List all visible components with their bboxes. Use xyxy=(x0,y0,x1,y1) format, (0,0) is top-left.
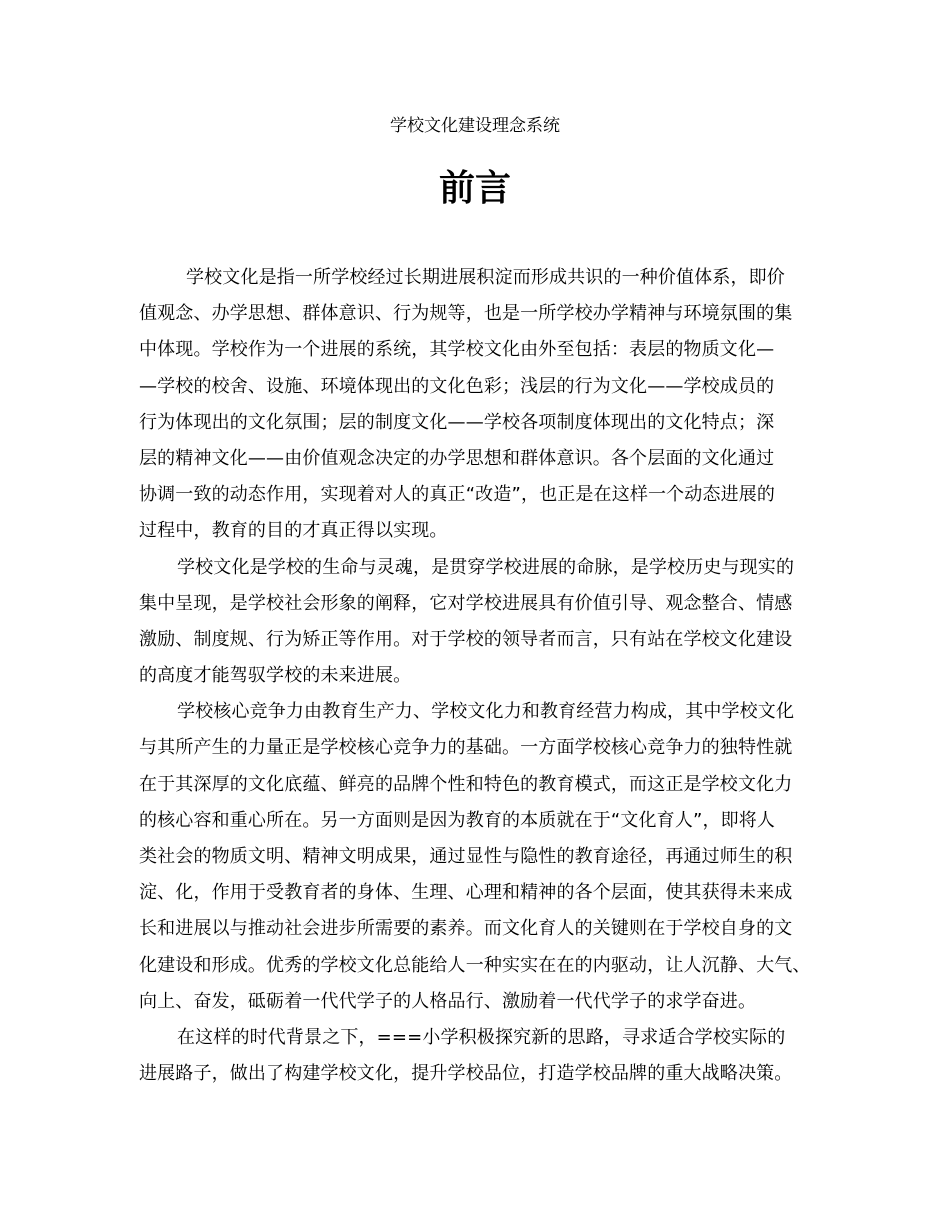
text-line: 值观念、办学思想、群体意识、行为规等，也是一所学校办学精神与环境氛围的集 xyxy=(139,303,793,325)
text-line: 淀、化，作用于受教育者的身体、生理、心理和精神的各个层面，使其获得未来成 xyxy=(139,882,793,904)
text-line: 学校文化是学校的生命与灵魂，是贯穿学校进展的命脉，是学校历史与现实的 xyxy=(177,556,795,578)
text-line: 类社会的物质文明、精神文明成果，通过显性与隐性的教育途径，再通过师生的积 xyxy=(139,846,793,867)
text-line: 学校文化是指一所学校经过长期进展积淀而形成共识的一种价值体系，即价 xyxy=(186,267,785,288)
body-text xyxy=(139,260,829,1092)
text-line: 进展路子，做出了构建学校文化，提升学校品位，打造学校品牌的重大战略决策。 xyxy=(139,1063,793,1085)
paragraph-1 xyxy=(139,260,829,550)
text-line: 长和进展以与推动社会进步所需要的素养。而文化育人的关键则在于学校自身的文 xyxy=(139,918,793,940)
text-line: 行为体现出的文化氛围；层的制度文化——学校各项制度体现出的文化特点；深 xyxy=(139,411,775,433)
text-line: 在这样的时代背景之下，===小学积极探究新的思路，寻求适合学校实际的 xyxy=(177,1026,786,1048)
paragraph-2 xyxy=(139,550,829,695)
text-line: 层的精神文化——由价值观念决定的办学思想和群体意识。各个层面的文化通过 xyxy=(139,447,775,469)
text-line: 学校核心竞争力由教育生产力、学校文化力和教育经营力构成，其中学校文化 xyxy=(177,701,795,723)
paragraph-4 xyxy=(139,1020,829,1092)
text-line: 协调一致的动态作用，实现着对人的真正“改造”，也正是在这样一个动态进展的 xyxy=(139,484,776,506)
text-line: 的高度才能驾驭学校的未来进展。 xyxy=(139,665,412,687)
running-header: 学校文化建设理念系统 xyxy=(390,116,560,136)
text-line: 化建设和形成。优秀的学校文化总能给人一种实实在在的内驱动，让人沉静、大气、 xyxy=(139,954,811,976)
text-line: 向上、奋发，砥砺着一代代学子的人格品行、激励着一代代学子的求学奋进。 xyxy=(139,990,757,1012)
text-line: 集中呈现，是学校社会形象的阐释，它对学校进展具有价值引导、观念整合、情感 xyxy=(139,592,793,614)
paragraph-3 xyxy=(139,694,829,1020)
text-line: 在于其深厚的文化底蕴、鲜亮的品牌个性和特色的教育模式，而这正是学校文化力 xyxy=(139,773,793,795)
text-line: 的核心容和重心所在。另一方面则是因为教育的本质就在于“文化育人”，即将人 xyxy=(139,809,776,831)
text-line: —学校的校舍、设施、环境体现出的文化色彩；浅层的行为文化——学校成员的 xyxy=(139,375,775,397)
text-line: 与其所产生的力量正是学校核心竞争力的基础。一方面学校核心竞争力的独特性就 xyxy=(139,737,793,759)
text-line: 激励、制度规、行为矫正等作用。对于学校的领导者而言，只有站在学校文化建设 xyxy=(139,628,793,650)
page-title: 前言 xyxy=(438,168,511,209)
text-line: 中体现。学校作为一个进展的系统，其学校文化由外至包括：表层的物质文化— xyxy=(139,339,775,361)
text-line: 过程中，教育的目的才真正得以实现。 xyxy=(139,520,448,542)
